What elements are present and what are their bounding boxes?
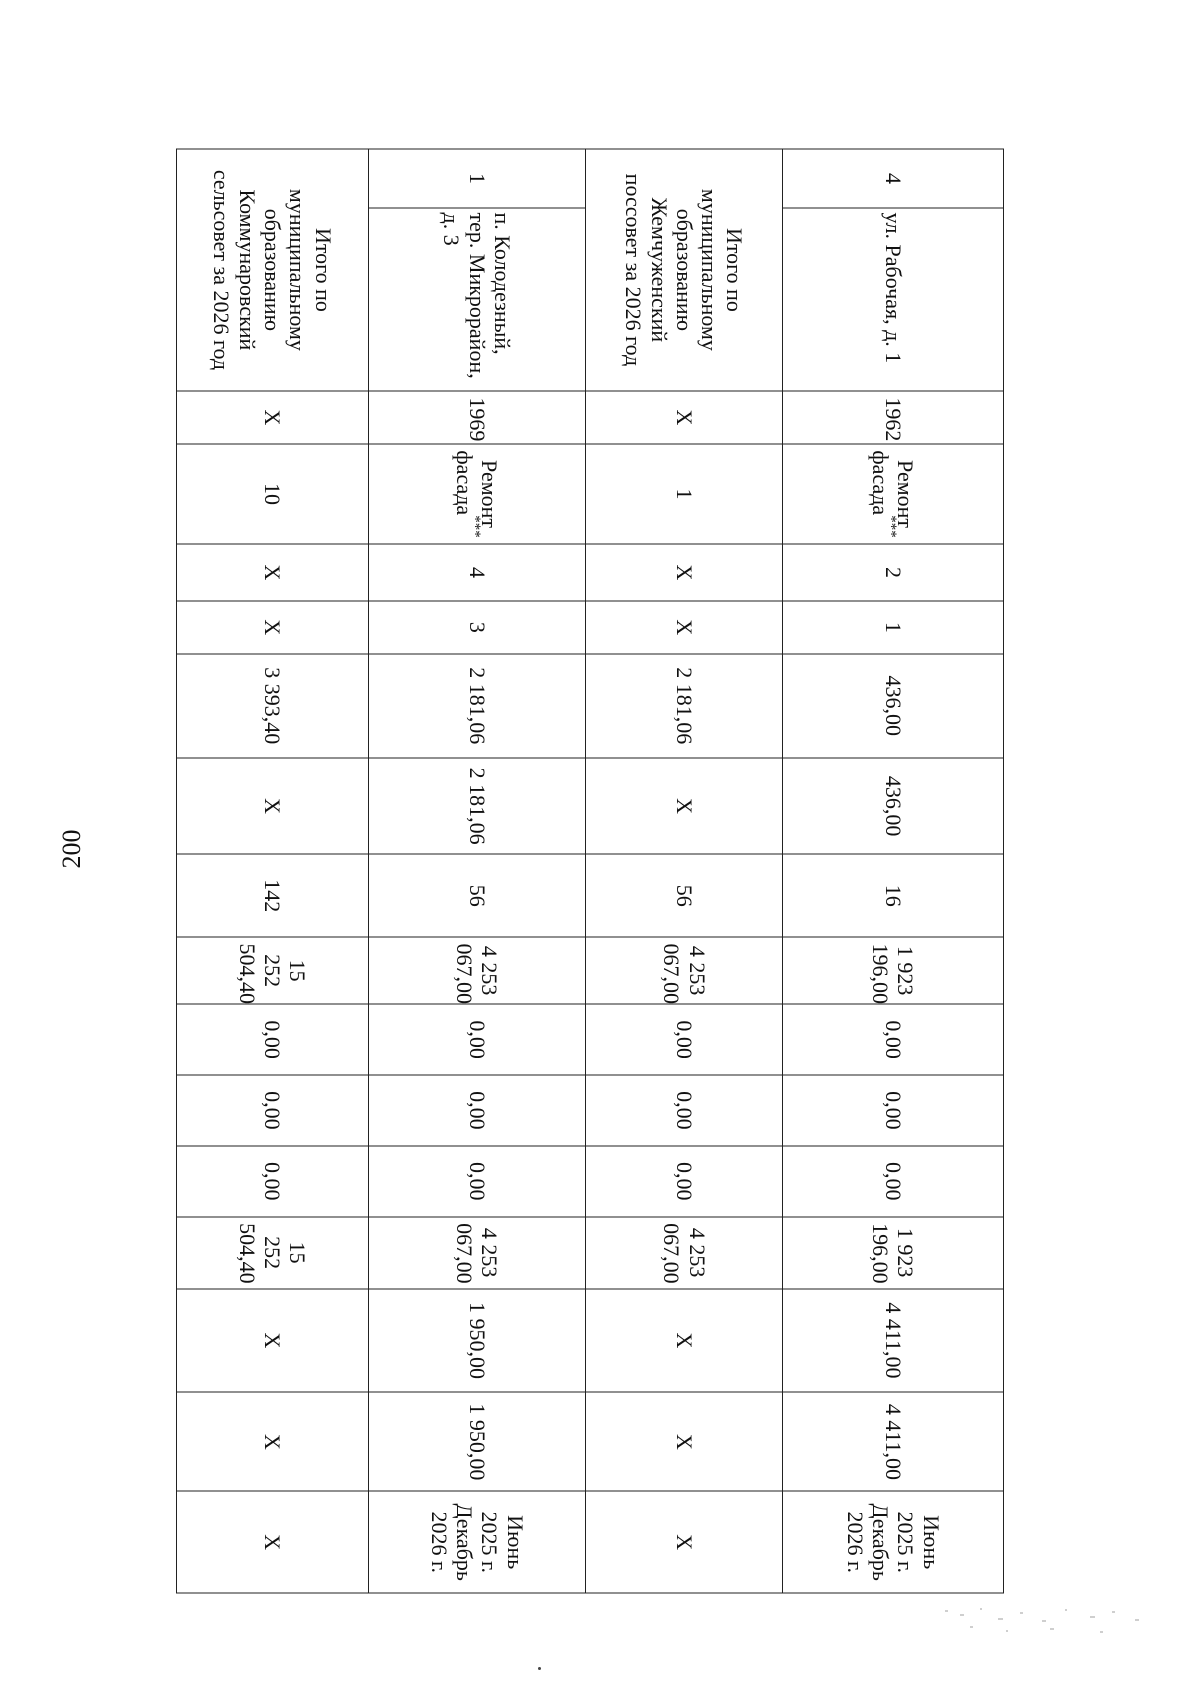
- work-type-text: Ремонт фасада: [451, 449, 503, 528]
- work-type: [783, 443, 1004, 543]
- period-cell: [368, 1491, 586, 1593]
- cell-c4: 436,00: [783, 757, 1004, 854]
- cell-c8: 0,00: [586, 1075, 783, 1146]
- cell-c11: 4 411,00: [783, 1288, 1004, 1392]
- cell-c8: 0,00: [783, 1075, 1004, 1146]
- cell-c2: 3: [368, 600, 586, 653]
- work-type: 1: [586, 443, 783, 543]
- cell-c3: 436,00: [783, 653, 1004, 757]
- cell-c9: 0,00: [177, 1145, 369, 1216]
- cell-c4: X: [586, 757, 783, 854]
- total-label: Итого по муниципальному образованию Коммунаровский сельсовет за 2026 год: [177, 149, 369, 391]
- build-year: X: [586, 390, 783, 443]
- cell-c1: 4: [368, 544, 586, 601]
- build-year: 1969: [368, 390, 586, 443]
- table-row: [783, 149, 1004, 1593]
- scan-noise: [940, 1600, 1150, 1640]
- table-row: [586, 149, 783, 1593]
- cell-c1: 2: [783, 544, 1004, 601]
- address-line-2: тер. Микрорайон, д. 3: [439, 212, 490, 379]
- cell-c5: 56: [368, 854, 586, 937]
- cell-c2: X: [177, 600, 369, 653]
- address-cell: [783, 149, 1004, 391]
- cell-c12: X: [586, 1392, 783, 1491]
- build-year: 1962: [783, 390, 1004, 443]
- row-number: 4: [783, 149, 1003, 208]
- total-label: Итого по муниципальному образованию Жемчуженский поссовет за 2026 год: [586, 149, 783, 391]
- cell-c6: 1 923 196,00: [783, 937, 1004, 1004]
- cell-c9: 0,00: [783, 1145, 1004, 1216]
- table-row: [368, 149, 586, 1593]
- cell-c7: 0,00: [783, 1004, 1004, 1075]
- work-type: 10: [177, 443, 369, 543]
- cell-c1: X: [177, 544, 369, 601]
- row-number: 1: [369, 149, 586, 208]
- period-end: Декабрь 2026 г.: [426, 1503, 477, 1581]
- cell-c10: 15 252 504,40: [177, 1216, 369, 1288]
- build-year: X: [177, 390, 369, 443]
- period-start: Июнь 2025 г.: [893, 1510, 944, 1573]
- cell-c8: 0,00: [177, 1075, 369, 1146]
- table-row: [177, 149, 369, 1593]
- work-type-text: Ремонт фасада: [868, 449, 919, 528]
- cell-c10: 4 253 067,00: [368, 1216, 586, 1288]
- cell-c12: 4 411,00: [783, 1392, 1004, 1491]
- cell-c12: X: [177, 1392, 369, 1491]
- cell-c7: 0,00: [368, 1004, 586, 1075]
- cell-c6: 4 253 067,00: [586, 937, 783, 1004]
- cell-c4: 2 181,06: [368, 757, 586, 854]
- address-line-1: п. Колодезный,: [489, 212, 515, 355]
- work-type-mark: ***: [466, 514, 483, 538]
- cell-c7: 0,00: [586, 1004, 783, 1075]
- scan-speck: [538, 1667, 541, 1670]
- cell-c8: 0,00: [368, 1075, 586, 1146]
- cell-c9: 0,00: [586, 1145, 783, 1216]
- cell-c4: X: [177, 757, 369, 854]
- cell-c11: X: [586, 1288, 783, 1392]
- cell-c6: 15 252 504,40: [177, 937, 369, 1004]
- period-cell: [783, 1491, 1004, 1593]
- cell-c9: 0,00: [368, 1145, 586, 1216]
- cell-c6: 4 253 067,00: [368, 937, 586, 1004]
- cell-c10: 4 253 067,00: [586, 1216, 783, 1288]
- cell-c11: 1 950,00: [368, 1288, 586, 1392]
- cell-c11: X: [177, 1288, 369, 1392]
- cell-c5: 142: [177, 854, 369, 937]
- work-type: [368, 443, 586, 543]
- cell-c3: 2 181,06: [586, 653, 783, 757]
- cell-c12: 1 950,00: [368, 1392, 586, 1491]
- address-cell: [368, 149, 586, 391]
- table-layout: [176, 148, 1004, 1593]
- work-type-mark: ***: [883, 514, 900, 538]
- address: ул. Рабочая, д. 1: [880, 212, 906, 363]
- address: [369, 208, 586, 390]
- cell-c3: 3 393,40: [177, 653, 369, 757]
- period-cell: X: [586, 1491, 783, 1593]
- cell-c2: X: [586, 600, 783, 653]
- period-start: Июнь 2025 г.: [477, 1510, 528, 1573]
- cell-c5: 56: [586, 854, 783, 937]
- cell-c7: 0,00: [177, 1004, 369, 1075]
- rotated-table-area: [176, 148, 1004, 1593]
- cell-c5: 16: [783, 854, 1004, 937]
- period-cell: X: [177, 1491, 369, 1593]
- cell-c1: X: [586, 544, 783, 601]
- cell-c2: 1: [783, 600, 1004, 653]
- period-end: Декабрь 2026 г.: [842, 1503, 894, 1581]
- cell-c10: 1 923 196,00: [783, 1216, 1004, 1288]
- capital-repair-table: [176, 148, 1004, 1593]
- cell-c3: 2 181,06: [368, 653, 586, 757]
- page-number: 200: [57, 829, 86, 869]
